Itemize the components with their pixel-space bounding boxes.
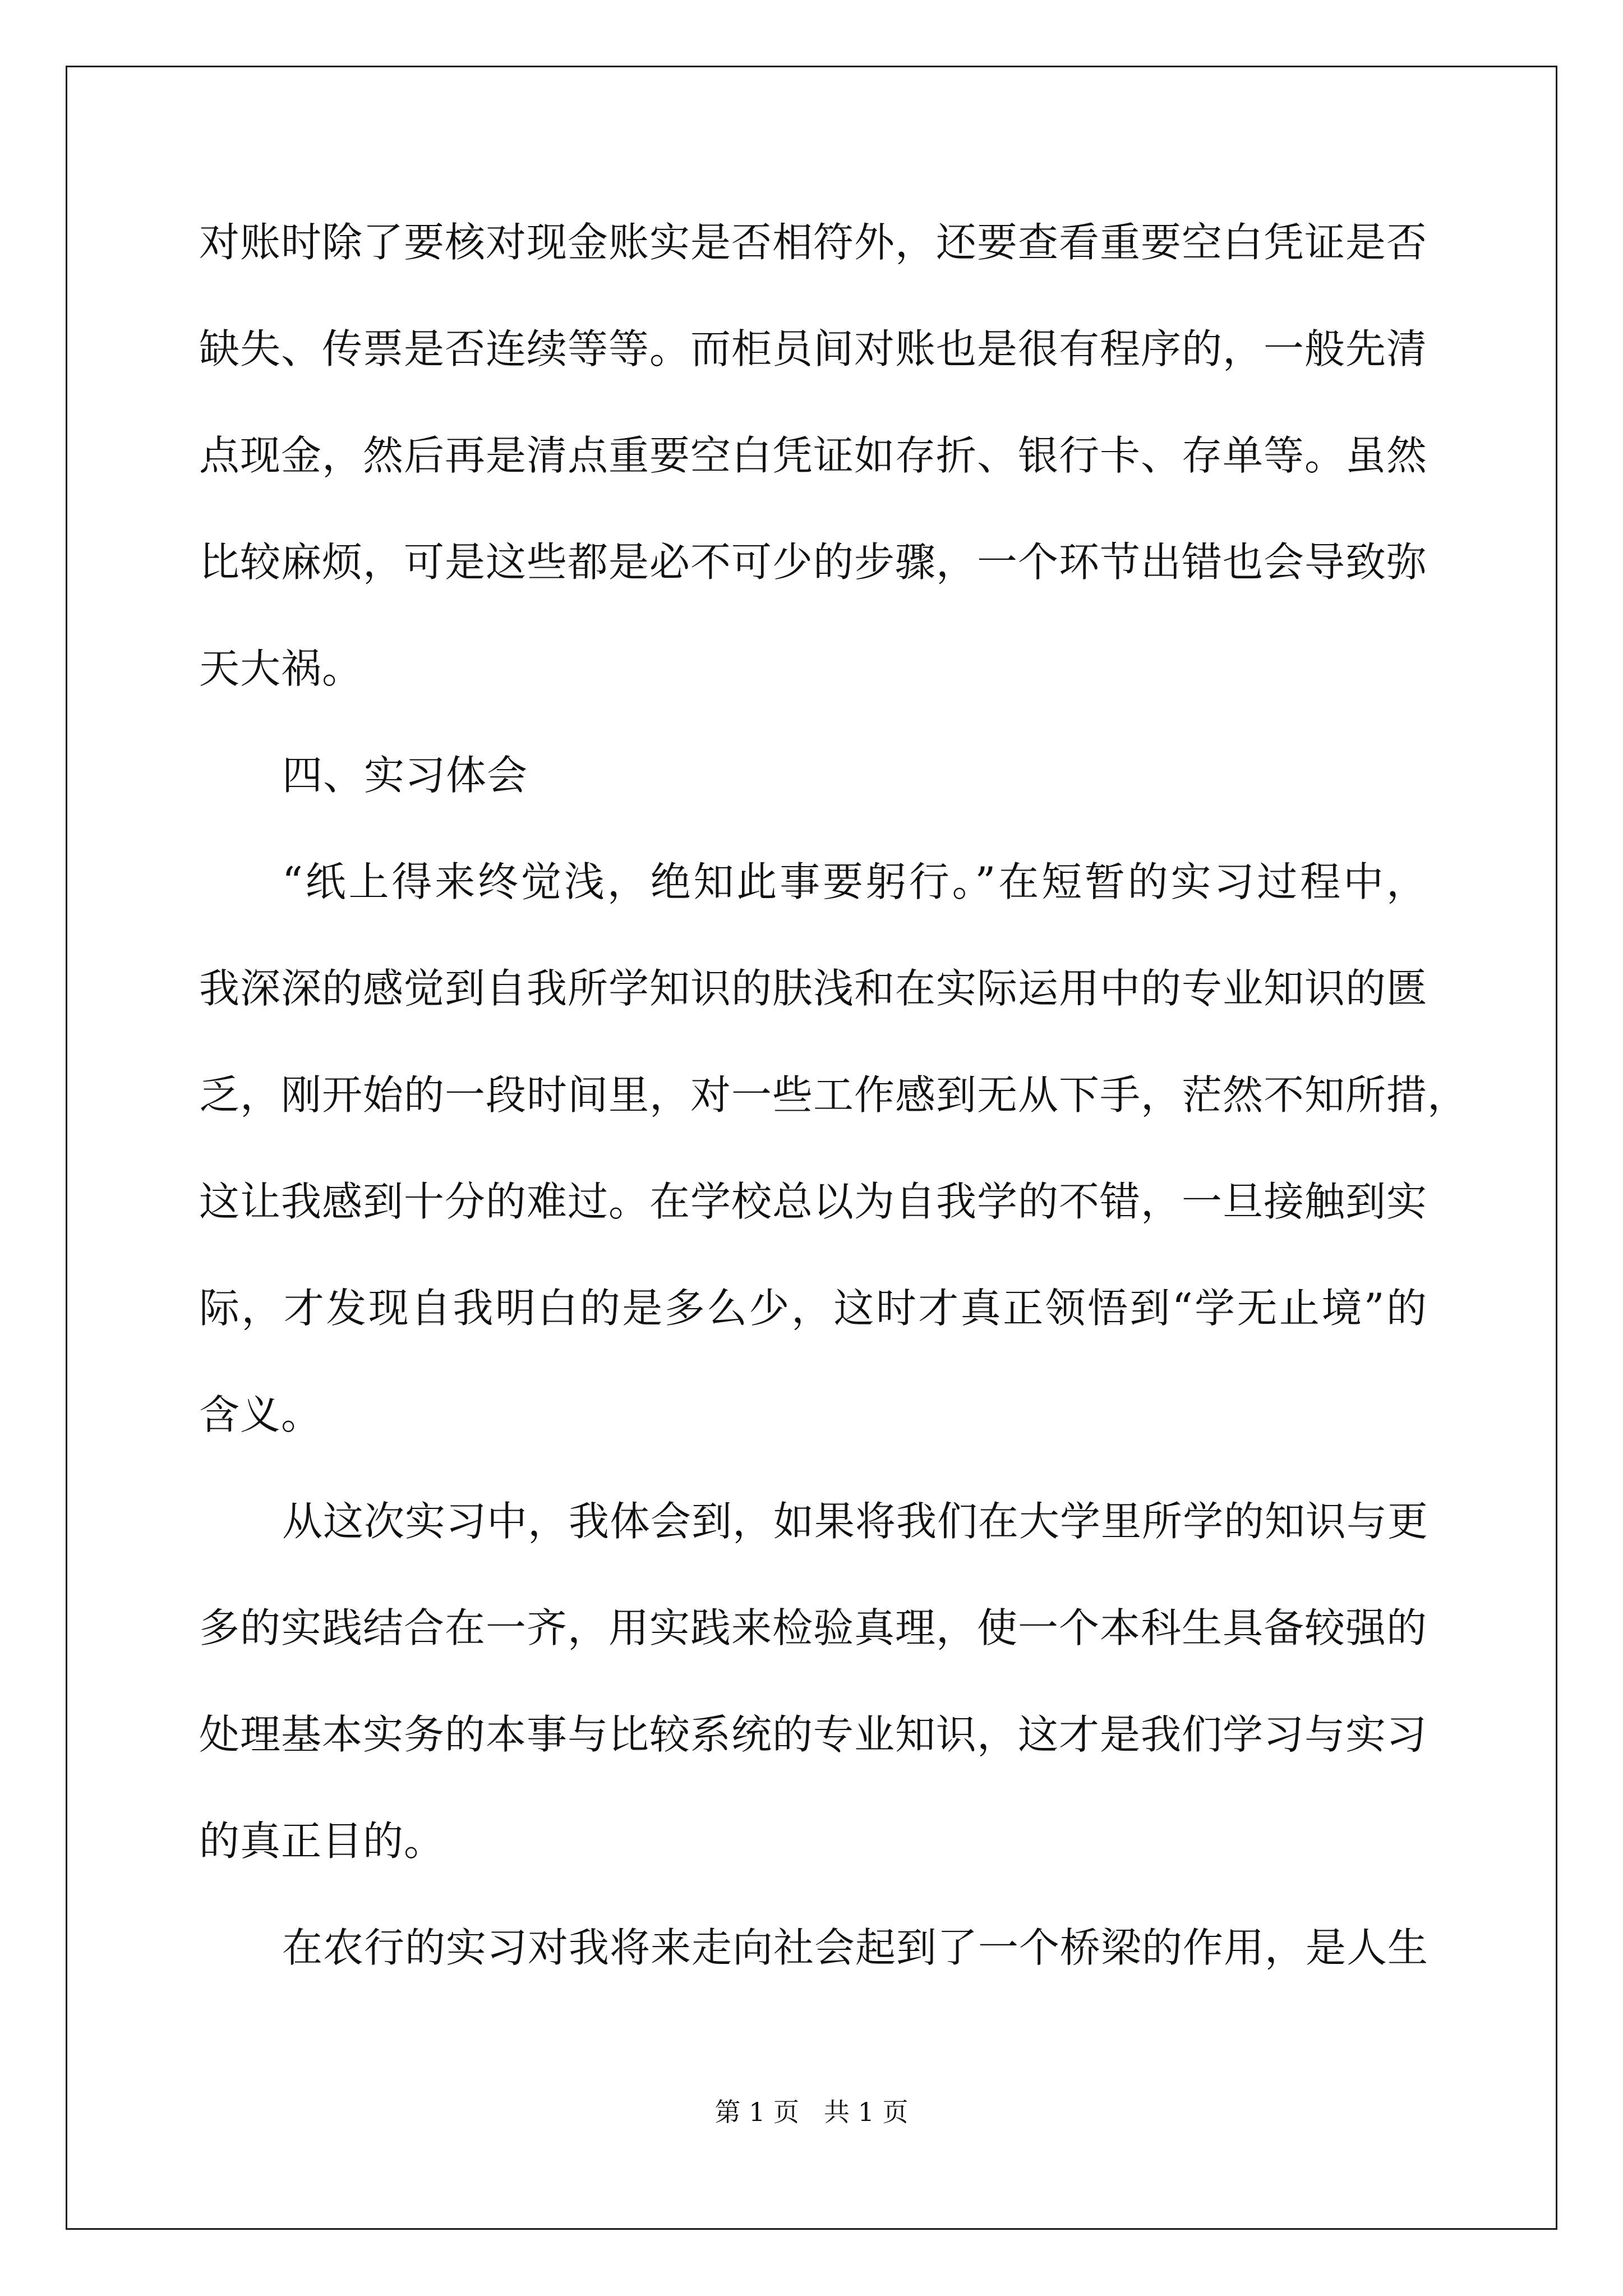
- text-line: 对账时除了要核对现金账实是否相符外，还要查看重要空白凭证是否: [199, 219, 1428, 266]
- text-line: 从这次实习中，我体会到，如果将我们在大学里所学的知识与更: [282, 1498, 1429, 1545]
- text-line: 乏，刚开始的一段时间里，对一些工作感到无从下手，茫然不知所措，: [199, 1071, 1469, 1119]
- text-line: “纸上得来终觉浅，绝知此事要躬行。”在短暂的实习过程中，: [282, 858, 1427, 905]
- text-line: 在农行的实习对我将来走向社会起到了一个桥梁的作用，是人生: [282, 1924, 1429, 1971]
- text-line: 这让我感到十分的难过。在学校总以为自我学的不错，一旦接触到实: [199, 1178, 1428, 1225]
- text-line: 处理基本实务的本事与比较系统的专业知识，这才是我们学习与实习: [199, 1711, 1428, 1758]
- text-line: 比较麻烦，可是这些都是必不可少的步骤，一个环节出错也会导致弥: [199, 539, 1428, 586]
- page-total: 共 1 页: [824, 2097, 909, 2127]
- text-line: 含义。: [199, 1391, 322, 1438]
- section-heading: 四、实习体会: [282, 752, 528, 799]
- page-border: [66, 66, 1557, 2230]
- text-line: 缺失、传票是否连续等等。而柜员间对账也是很有程序的，一般先清: [199, 325, 1428, 372]
- page-footer: [0, 2095, 1623, 2129]
- text-line: 际，才发现自我明白的是多么少，这时才真正领悟到“学无止境”的: [199, 1285, 1427, 1332]
- page-number: 第 1 页: [714, 2097, 799, 2127]
- text-line: 我深深的感觉到自我所学知识的肤浅和在实际运用中的专业知识的匮: [199, 965, 1428, 1012]
- text-line: 点现金，然后再是清点重要空白凭证如存折、银行卡、存单等。虽然: [199, 432, 1428, 479]
- text-line: 多的实践结合在一齐，用实践来检验真理，使一个本科生具备较强的: [199, 1604, 1428, 1651]
- text-line: 天大祸。: [199, 645, 363, 692]
- text-line: 的真正目的。: [199, 1818, 445, 1865]
